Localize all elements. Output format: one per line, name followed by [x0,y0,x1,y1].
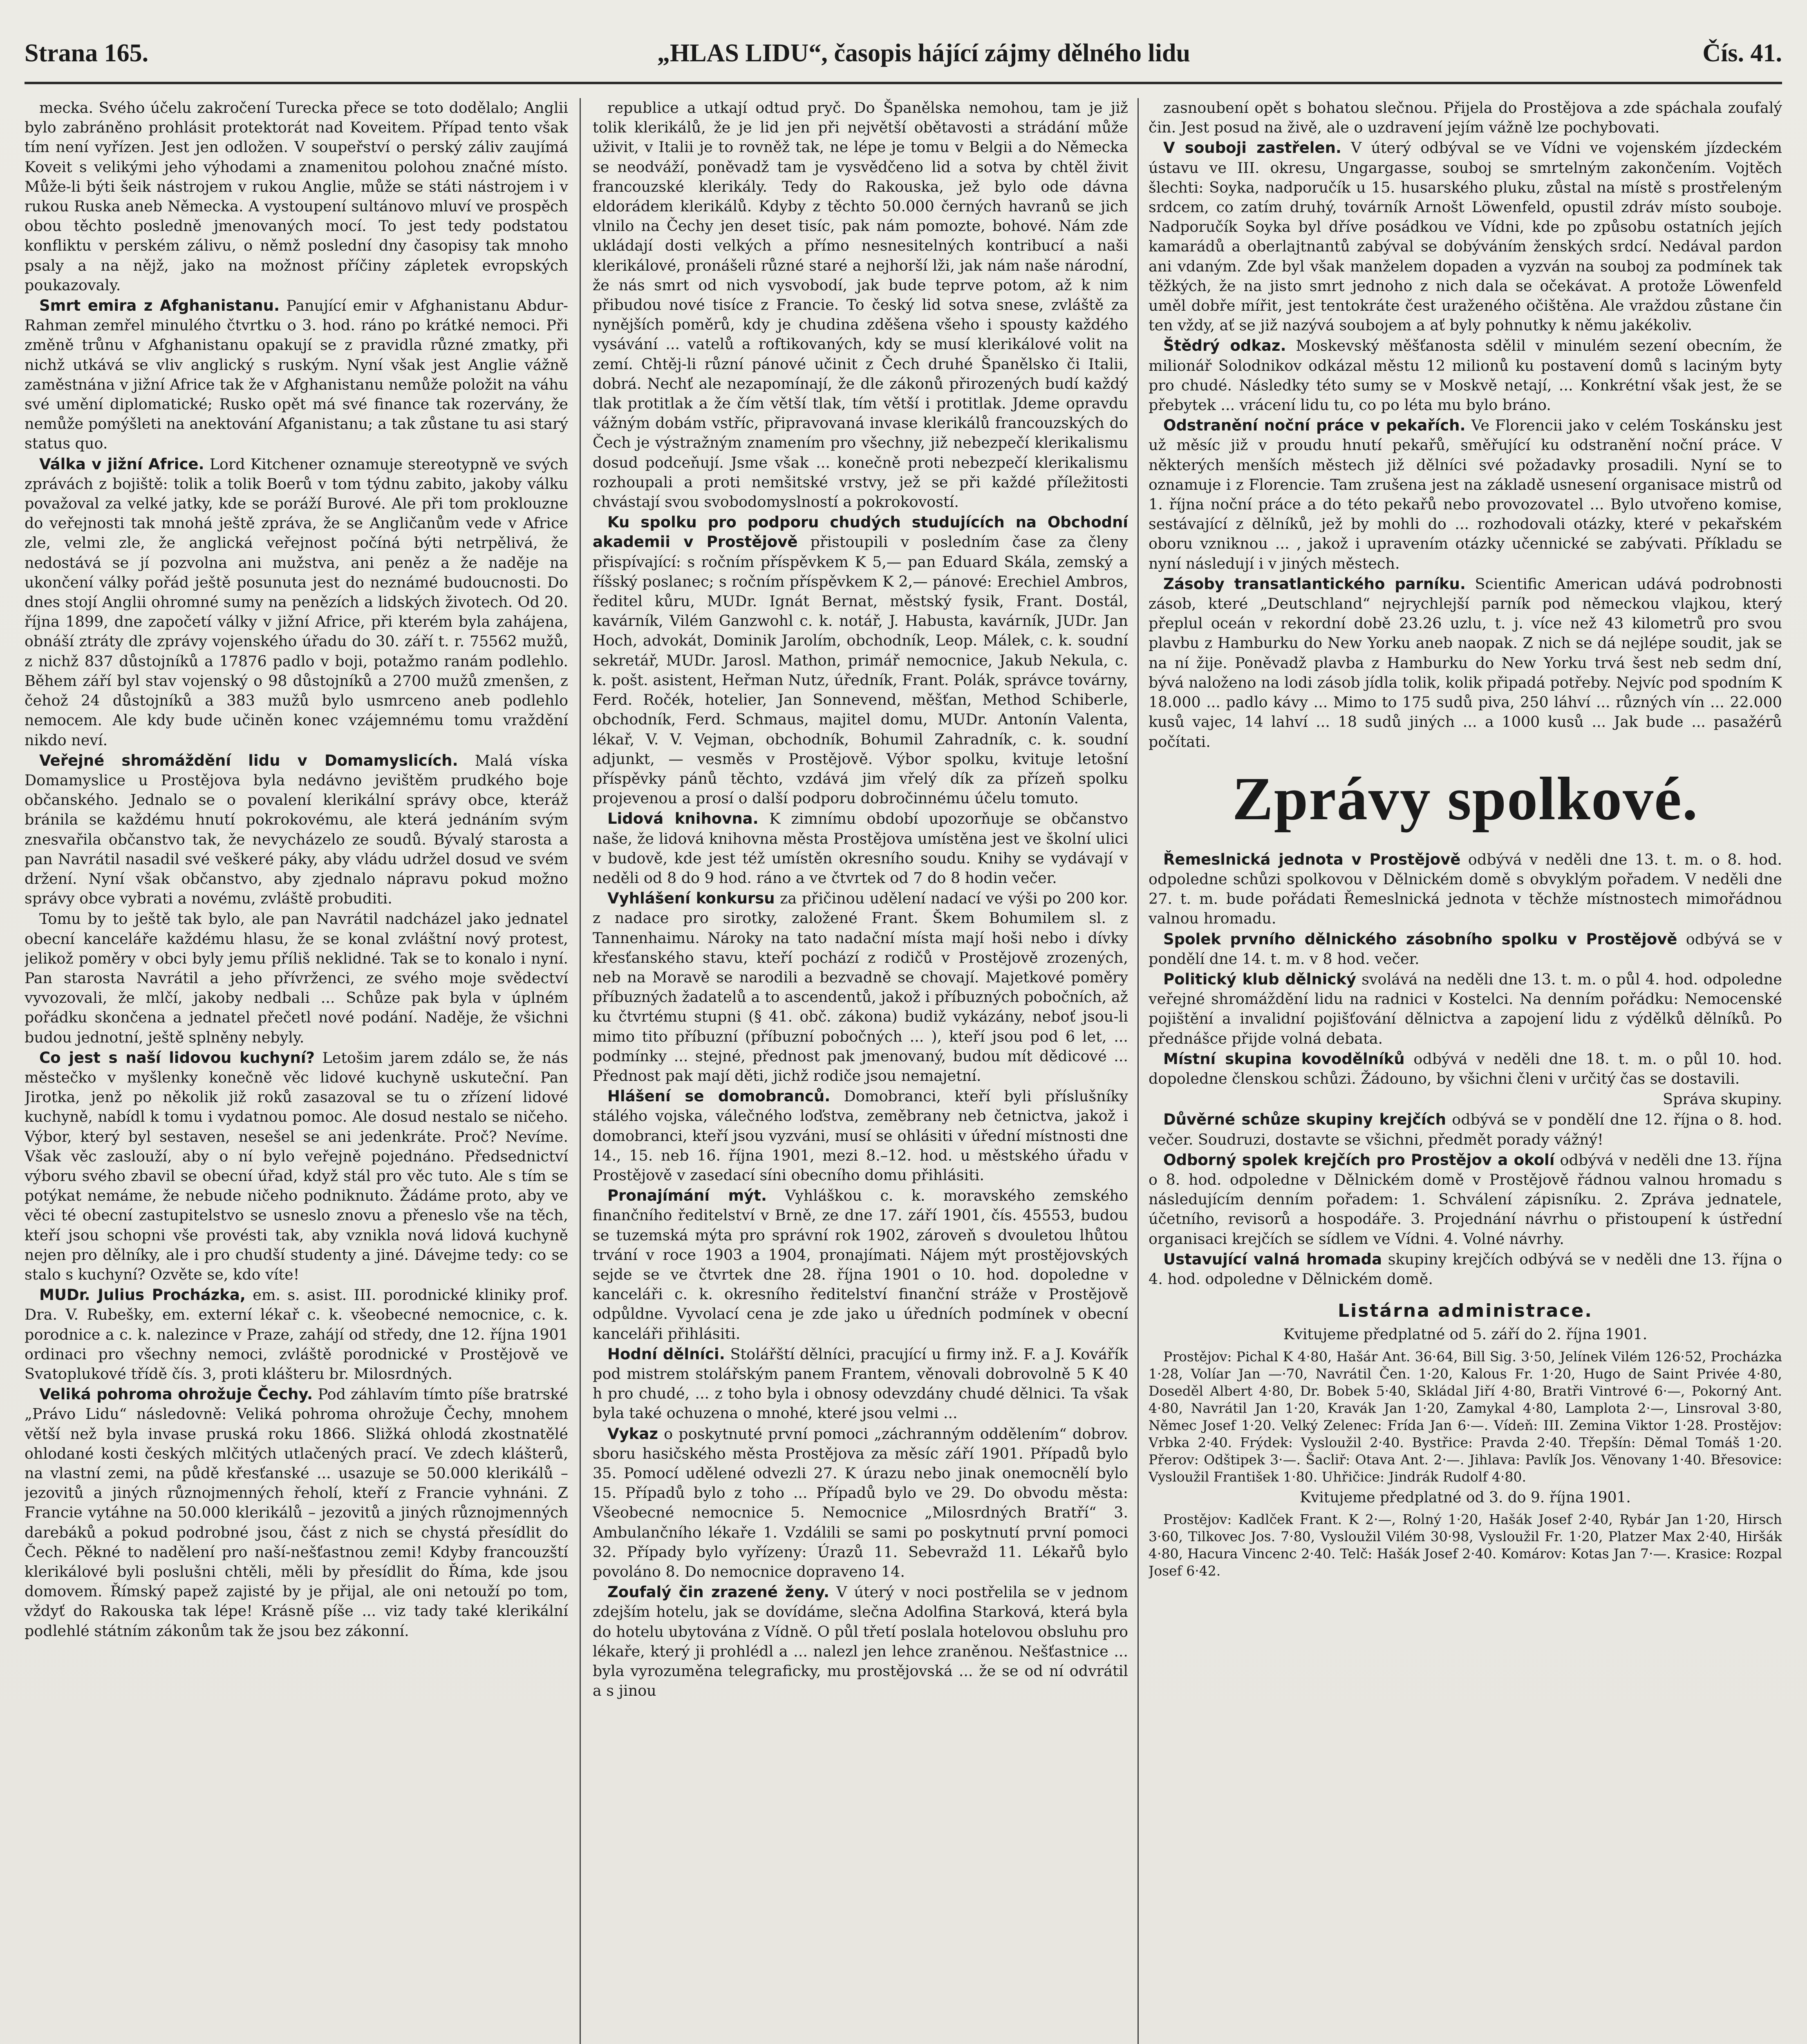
article-text: Malá víska Domamyslice u Prostějova byla nedávno jevištěm prudkého boje občanského. Jednalo se o povalení klerikální správy obce, kteráž bránila se každému hnutí pokrokovému, ale která jednáním svým znesvařila občanstvo tak, že nevycházelo ze soudů. Bývalý starosta a pan Navrátil nasadil své veškeré páky, aby vládu udržel dosud ve svém držení. Nyní však občanstvo, aby zjednalo nápravu pokud možno správy obce vybrati a novému, zvláště probuditi. [25,751,568,908]
article-heading: Vykaz [607,1425,658,1443]
article-item [1149,574,1782,752]
notice-text: odbývá v neděli dne 18. t. m. o půl 10. hod. dopoledne členskou schůzi. Žádouno, by všichni členi v určitý čas se dostavili. [1149,1050,1782,1087]
article-text: o poskytnuté první pomoci „záchranným oddělením“ dobrov. sboru hasičského města Prostějova za měsíc září 1901. Případů bylo 35. Pomocí udělené odvezli 27. K úrazu nebo jinak onemocnělí bylo 15. Případů bylo z toho ... Případů bylo ve 29. Do obvodu města: Všeobecné nemocnice 5. Nemocnice „Milosrdných Bratří“ 3. Ambulančního lékaře 1. Vzdálili se sami po poskytnutí první pomoci 32. Případy bylo vyřízeny: Úrazů 11. Sebevražd 11. Lékařů bylo povoláno 8. Do nemocnice dopraveno 14. [593,1425,1128,1581]
article-heading: Lidová knihovna. [607,810,759,828]
article-heading: Odstranění noční práce v pekařích. [1163,417,1466,435]
column-left [25,98,568,2044]
article-text: Pod záhlavím tímto píše bratrské „Právo Lidu“ následovně: Veliká pohroma ohrožuje Čechy, mnohem větší než byla invase pruská roku 1866. Sližká ohlodá zkostnatělé ohlodané kosti českých mlčitých utlačených prací. Ve zdech klášterů, na vlastní zemi, na půdě křesťanské ... usazuje se 50.000 klerikálů – jezovitů a jiných různojmenných řeholí, kteří z Francie vyhnáni. Z Francie vytáhne na 50.000 klerikálů – jezovitů a jiných různojmenných darebáků a pokud podrobné jsou, část z nich se chystá přesídlit do Čech. Pěkné to nadělení pro naší-nešťastnou zemi! Kdyby francouzští klerikálové byli poslušni chtěli, měli by přesídlit do Říma, kde jsou domovem. Římský papež zajisté by je přijal, ale oni netouží po tom, vždyť do Rakouska tak lépe! Krásně píše ... viz tady také klerikální podlehlé státním zákonům tak že jsou bez zákonní. [25,1385,568,1640]
article-item [593,889,1128,1086]
notice-heading: Spolek prvního dělnického zásobního spolku v Prostějově [1163,930,1677,948]
notice-heading: Odborný spolek krejčích pro Prostějov a okolí [1163,1151,1555,1169]
administration-period: Kvitujeme předplatné od 3. do 9. října 1901. [1300,1489,1631,1506]
article-heading: Pronajímání mýt. [607,1187,767,1205]
notice-item [1149,850,1782,929]
page-header [25,29,1782,84]
article-paragraph: Tomu by to ještě tak bylo, ale pan Navrátil nadcházel jako jednatel obecní kanceláře každému hlasu, že se konal zvláštní nový protest, jelikož poměry v obci byly jemu příliš neklidné. Tak se to konalo i nyní. Pan starosta Navrátil a jeho přívrženci, ze svého moje svědectví vyvozovali, že mlčí, jakoby nedbali ... Schůze pak byla v úplném pořádku skončena a jednatel přečetl nové podání. Naděje, že všichni budou jednotní, ještě splněny nebyly. [25,910,568,1046]
notice-heading: Politický klub dělnický [1163,970,1357,988]
article-heading: MUDr. Julius Procházka, [39,1286,246,1304]
notice-text: svolává na neděli dne 13. t. m. o půl 4. hod. odpoledne veřejné shromáždění lidu na radnici v Kostelci. Na denním pořádku: Nemocenské pojištění a invalidní pojišťování dělnictva a zapojení lidu z výdělků dělníků. Po přednášce přijde volná debata. [1149,970,1782,1047]
article-paragraph: republice a utkají odtud pryč. Do Španělska nemohou, tam je již tolik klerikálů, že je lid jen při největší obětavosti a strádání může uživit, v Italii je to rovněž tak, ne lépe je tomu v Belgii a do Německa se neodváží, poněvadž tam je vysvědčeno lid a sotva by chtěl živit francouzské klerikály. Tedy do Rakouska, jež bylo ode dávna eldorádem klerikálů. Kdyby z těchto 50.000 černých havranů se jich vlnilo na Čechy jen deset tisíc, pak nám pomozte, bohové. Nám zde ukládají dosti velkých a přímo nesnesitelných kontribucí a naši klerikálové, pronášeli různé staré a nejhorší lži, jak nám naše národní, že nás smrt od nich vysvobodí, jak bude teprve potom, až k nim přibudou nové tisíce z Francie. To český lid sotva snese, zvláště za nynějších poměrů, kdy je chudina zděšena všeho i spousty každého vysávání ... vatelů a roftikovaných, kdy se musí klerikálové volit na zemí. Chtěj-li různí pánové učinit z Čech druhé Španělsko či Italii, dobrá. Nechť ale nezapomínají, že dle zákonů přirozených budí každý tlak protitlak a že čím větší tlak, tím větší i protitlak. Jdeme opravdu vážným dobám vstříc, připravovaná invase klerikálů francouzských do Čech je výstražným znamením pro všechny, již nebezpečí klerikalismu dosud podceňují. Jsme však ... konečně proti nebezpečí klerikalismu rozhoupali a proti nemšitské vrstvy, jež se při každé příležitosti chvástají svou svobodomyslností a pokrokovostí. [593,99,1128,511]
article-item [25,751,568,909]
article-heading: Co jest s naší lidovou kuchyní? [39,1049,315,1067]
article-item [1149,416,1782,574]
article-heading: Zoufalý čin zrazené ženy. [607,1583,830,1601]
article-text: Stolářští dělníci, pracující u firmy inž. F. a J. Kovářík pod mistrem stolářským panem Frantem, věnovali dobrovolně 5 K 40 h pro chudé, ... z toho byla i obnosy odevzdány chudé dělnici. Ta však byla také ochuzena o mnohé, které jsou velmi ... [593,1345,1128,1422]
column-right [1149,98,1782,2044]
article-text: K zimnímu období upozorňuje se občanstvo naše, že lidová knihovna města Prostějova umístěna jest ve školní ulici v budově, kde jest též umístěn okresního soudu. Knihy se vydávají v neděli od 8 do 9 hod. ráno a ve čtvrtek od 7 do 8 hodin večer. [593,810,1128,887]
notice-heading: Důvěrné schůze skupiny krejčích [1163,1111,1446,1129]
article-item [593,1087,1128,1185]
notice-item [1149,1049,1782,1089]
notice-text: odbývá v neděli dne 13. t. m. o 8. hod. odpoledne schůzi spolkovou v Dělnickém domě s obvyklým pořadem. V neděli dne 27. t. m. bude pořádati Řemeslnická jednota v těchže místnostech mimořádnou valnou hromadu. [1149,850,1782,928]
article-item [593,1582,1128,1701]
article-item [25,1385,568,1641]
article-paragraph: zasnoubení opět s bohatou slečnou. Přijela do Prostějova a zde spáchala zoufalý čin. Jest posud na živě, ale o uzdravení jejím vážně lze pochybovati. [1149,99,1782,137]
administration-period: Kvitujeme předplatné od 5. září do 2. října 1901. [1283,1326,1648,1343]
article-item [25,1285,568,1384]
article-item [593,1345,1128,1423]
article-item [25,1048,568,1284]
article-text: em. s. asist. III. porodnické kliniky prof. Dra. V. Rubešky, em. externí lékař c. k. všeobecné nemocnice, c. k. porodnice a c. k. nalezince v Praze, zahájí od středy, dne 12. října 1901 ordinaci pro všechny nemoci, zvláště porodnické v Prostějově ve Svatoplukové třídě čís. 3, proti klášteru br. Milosrdných. [25,1286,568,1383]
article-heading: Štědrý odkaz. [1163,337,1286,355]
article-text: Ve Florencii jako v celém Toskánsku jest už měsíc již v proudu hnutí pekařů, směřující ku odstranění noční práce. V některých menších městech již dělníci své požadavky prosadili. Nyní se to oznamuje i z Florencie. Tam zrušena jest na základě usnesení organisace mistrů od 1. října noční práce a do této pekařů nebo provozovatel ... Bylo utvořeno komise, sestávající z dělníků, jež by mohli do ... rozhodovali otázky, které v pekařském oboru vzniknou ... , jakož i upravením otázky učennické se zabývati. Příkladu se nyní následují i v jiných městech. [1149,417,1782,572]
section-title: Zprávy spolkové. [1232,764,1699,833]
notice-heading: Místní skupina kovodělníků [1163,1050,1405,1068]
issue-number: Čís. 41. [1702,39,1782,67]
article-heading: Veliká pohroma ohrožuje Čechy. [39,1385,313,1403]
notice-text: odbývá v neděli dne 13. října o 8. hod. odpoledne v Dělnickém domě v Prostějově řádnou valnou hromadu s následujícím denním pořadem: 1. Schválení zápisníku. 2. Zpráva jednatele, účetního, revisorů a hospodáře. 3. Projednání návrhu o přistoupení k ústřední organisaci krejčích se sídlem ve Vídni. 4. Volné návrhy. [1149,1151,1782,1248]
article-item [25,455,568,750]
column-middle [593,98,1128,2044]
article-text: Scientific American udává podrobnosti zásob, které „Deutschland“ nejrychlejší parník pod německou vlajkou, který přeplul oceán v rekordní době 23.26 uzlu, t. j. více než 43 kilometrů pro svou plavbu z Hamburku do New Yorku aneb naopak. Z nich se dá nejlépe soudit, jak se na ní žije. Poněvadž plavba z Hamburku do New Yorku trvá šest neb sedm dní, bývá naloženo na lodi zásob jídla tolik, kolik připadá potřeby. Nejvíc pod spodním K 18.000 ... padlo kávy ... Mimo to 175 sudů piva, 250 láhví ... různých vín ... 22.000 kusů vajec, 14 lahví ... 18 sudů jiných ... a 1000 kusů ... Jak bude ... pasažérů počítati. [1149,575,1782,751]
article-text: V úterý v noci postřelila se v jednom zdejším hotelu, jak se dovídáme, slečna Adolfina Starková, která byla do hotelu ubytována z Vídně. O půl třetí poslala hotelovou obsluhu pro lékaře, který ji prohlédl a ... nalezl jen lehce zraněnou. Nešťastnice ... byla vyrozuměna telegraficky, mu prostějovská ... že se od ní odvrátil a s jinou [593,1583,1128,1700]
article-text: Lord Kitchener oznamuje stereotypně ve svých zprávách z bojiště: tolik a tolik Boerů v tom týdnu zabito, jakoby válku považoval za velké jatky, kde se poráží Burové. Ale při tom proklouzne do veřejnosti tak mnohá ještě zpráva, že se Angličanům vede v Africe zle, velmi zle, že anglická veřejnost počíná býti netrpělivá, že nedostává se jí pozvolna ani mužstva, ani peněz a že naděje na ukončení války pořád ještě posunuta jest do neznámé budoucnosti. Do dnes stojí Anglii ohromné sumy na penězích a lidských životech. Od 20. října 1899, dne započetí války v jižní Africe, při kterém byla zahájena, obnáší ztráty dle zprávy vojenského úřadu do 30. září t. r. 75562 mužů, z nichž 837 důstojníků a 17876 padlo v boji, potažmo ranám podlehlo. Během září byl stav vojenský o 98 důstojníků a 2700 mužů zmenšen, z čehož 24 důstojníků a 383 mužů bylo usmrceno aneb podlehlo nemocem. Ale kdy bude učiněn konec vzájemnému tomu vraždění nikdo neví. [25,455,568,749]
notice-heading: Řemeslnická jednota v Prostějově [1163,850,1461,868]
article-item [1149,138,1782,335]
page-number: Strana 165. [25,39,149,67]
article-text: V úterý odbýval se ve Vídni ve vojenském jízdeckém ústavu ve III. okresu, Ungargasse, souboj se smrtelným zakončením. Vojtěch šlechti: Soyka, nadporučík u 15. husarského pluku, zůstal na místě s prostřeleným srdcem, co zatím druhý, továrník Arnošt Löwenfeld, opustil zdráv místo souboje. Nadporučík Soyka byl dříve posádkou ve Vídni, kde po způsobu ostatních jejích kamarádů a oberlajtnantů zabýval se dobýváním ženských srdcí. Nedával pardon ani vdaným. Zde byl však manželem dopaden a vyzván na souboj za podmínek tak těžkých, že na jisto smrt jednoho z nich dala se očekávat. A protože Löwenfeld uměl dobře mířit, jest tentokráte čest uraženého očištěna. Ale vraždou zůstane čin ten vždy, ať se již nazývá soubojem a ať byly pohnutky k němu jakékoliv. [1149,139,1782,334]
article-item [593,1424,1128,1582]
notice-item [1149,970,1782,1049]
notice-item [1149,930,1782,969]
article-heading: Hodní dělníci. [607,1345,725,1363]
column-divider [580,98,581,2044]
article-item [593,513,1128,808]
article-text: Panující emir v Afghanistanu Abdur-Rahman zemřel minulého čtvrtku o 3. hod. ráno po krátké nemoci. Při změně trůnu v Afghanistanu opakují se z pravidla různé zmatky, při nichž utkává se vliv anglický s ruským. Nyní však jest Anglie vážně zaměstnána v jižní Africe tak že v Afghanistanu nemůže položit na váhu své umění diplomatické; Rusko opět má své finance tak rozervány, že nemůže pomýšleti na anektování Afganistanu; a tak zůstane tu asi starý status quo. [25,297,568,453]
notice-signature: Správa skupiny. [1663,1090,1782,1108]
administration-entries: Prostějov: Kadlček Frant. K 2·—, Rolný 1·20, Hašák Josef 2·40, Rybár Jan 1·20, Hirsch 3·60, Tilkovec Jos. 7·80, Vysloužil Vilém 30·98, Vysloužil Fr. 1·20, Platzer Max 2·40, Hiršák 4·80, Hacura Vincenc 2·40. Telč: Hašák Josef 2·40. Komárov: Kotas Jan 7·—. Krasice: Rozpal Josef 6·42. [1149,1511,1782,1579]
article-text: přistoupili v posledním čase za členy přispívající: s ročním příspěvkem K 5,— pan Eduard Skála, zemský a říšský poslanec; s ročním příspěvkem K 2,— pánové: Erechiel Ambros, ředitel kůru, MUDr. Ignát Bernat, městský fysik, Frant. Dostál, kavárník, Vilém Ganzwohl c. k. notář, J. Habusta, kavárník, JUDr. Jan Hoch, advokát, Dominik Jarolím, obchodník, Leop. Málek, c. k. soudní sekretář, MUDr. Jarosl. Mathon, primář nemocnice, Jakub Nekula, c. k. pošt. asistent, Heřman Nutz, úředník, Frant. Polák, správce továrny, Ferd. Ročék, hotelier, Jan Sonnevend, měšťan, Method Schiberle, obchodník, Ferd. Schmaus, majitel domu, MUDr. Antonín Valenta, lékař, V. V. Vejman, obchodník, Bohumil Zahradník, c. k. soudní adjunkt, — vesměs v Prostějově. Výbor spolku, kvituje letošní příspěvky pánů těchto, vzdává jim vřelý dík za přízeň spolku projevenou a prosí o další podporu dobročinnému účelu tomuto. [593,533,1128,807]
administration-listing [1149,1301,1782,1580]
notice-text: odbývá se v pondělí dne 12. října o 8. hod. večer. Soudruzi, dostavte se všichni, předmět porady vážný! [1149,1111,1782,1148]
article-heading: Zásoby transatlantického parníku. [1163,575,1466,593]
article-heading: Ku spolku pro podporu chudých studujících na Obchodní akademii v Prostějově [593,513,1128,551]
column-divider [1137,98,1139,2044]
notice-heading: Ustavující valná hromada [1163,1250,1382,1268]
article-text: Domobranci, kteří byli příslušníky stálého vojska, válečného loďstva, zeměbrany neb četnictva, jakož i domobranci, kteří jsou vyzváni, musí se ohlásiti v úřední místnosti dne 14., 15. neb 16. října 1901, mezi 8.–12. hod. u městského úřadu v Prostějově v zasedací síni obecního domu přihlásiti. [593,1087,1128,1184]
article-item [1149,336,1782,415]
newspaper-title: „HLAS LIDU“, časopis hájící zájmy dělného lidu [657,39,1190,67]
article-heading: Válka v jižní Africe. [39,455,204,473]
article-item [25,296,568,454]
article-text: Letošim jarem zdálo se, že nás městečko v myšlenky konečně věc lidové kuchyně uskuteční. Pan Jirotka, jenž po několik již roků zasazoval se tu o zřízení lidové kuchyně, nabídl k tomu i vydatnou pomoc. Ale dosud nestalo se ničeho. Výbor, který byl sestaven, nesešel se ani jedenkráte. Proč? Nevíme. Však věc zaslouží, aby o ní bylo veřejně pojednáno. Předsednictví výboru svého zbavil se obecní úřad, když stál pro věc tuto. Ale s tím se potýkat nemáme, že nebude ničeho podniknuto. Žádáme proto, aby ve věci té obecní zastupitelstvo se usneslo znovu a přeneslo vše na těch, kteří jsou schopni vše provésti tak, aby vznikla nová lidová kuchyně nejen pro dělníky, ale i pro chudší studenty a jiné. Dávejme tedy: co se stalo s kuchyní? Ozvěte se, kdo víte! [25,1049,568,1283]
article-paragraph: mecka. Svého účelu zakročení Turecka přece se toto dodělalo; Anglii bylo zabráněno prohlásit protektorát nad Koveitem. Případ tento však tím není vyřízen. Jest jen odložen. V soupeřství o perský záliv zaujímá Koveit s velikými jeho výhodami a znamenitou polohou značné místo. Může-li býti šeik nástrojem v rukou Anglie, může se státi nástrojem i v rukou Ruska aneb Německa. A vystoupení sultánovo mluví ve prospěch obou těchto posledně jmenovaných mocí. To jest tedy podstatou konfliktu v perském zálivu, o němž poslední dny časopisy tak mnoho psaly a na nějž, jako na možnost příčiny zápletek evropských poukazovaly. [25,99,568,294]
article-item [593,809,1128,888]
administration-entries: Prostějov: Pichal K 4·80, Hašár Ant. 36·64, Bill Sig. 3·50, Jelínek Vilém 126·52, Procházka 1·28, Volíar Jan —·70, Navrátil Čen. 1·20, Kalous Fr. 1·20, Hugo de Saint Privée 4·80, Doseděl Albert 4·80, Dr. Bobek 5·40, Skládal Jiří 4·80, Bratři Vintrové 6·—, Pokorný Ant. 4·80, Navrátil Jan 1·20, Kravák Jan 1·20, Zamykal 4·80, Lamplota 2·—, Linsroval 3·80, Němec Josef 1·20. Velký Zelenec: Frída Jan 6·—. Vídeň: III. Zemina Viktor 1·28. Prostějov: Vrbka 2·40. Frýdek: Vysloužil 2·40. Bystřice: Pravda 2·40. Třepšín: Děmal Tomáš 1·20. Přerov: Odštipek 3·—. Šacliř: Otava Ant. 2·—. Jihlava: Pavlík Jos. Věnovany 1·40. Břesovice: Vysloužil František 1·80. Uhřičice: Jindrák Rudolf 4·80. [1149,1348,1782,1485]
article-heading: Veřejné shromáždění lidu v Domamyslicích. [39,751,458,769]
article-text: Vyhláškou c. k. moravského zemského finančního ředitelství v Brně, ze dne 17. září 1901, čís. 45553, budou se tuzemská mýta pro správní rok 1902, zároveň s dvouletou lhůtou trvání v roce 1903 a 1904, pronajímati. Nájem mýt prostějovských sejde se ve čtvrtek dne 28. října 1901 o 10. hod. dopoledne v kanceláři c. k. okresního ředitelství finanční stráže v Prostějově odpůldne. Vyvolací cena je zde jako u úředních podmínek v obecní kanceláři přihlásiti. [593,1187,1128,1342]
article-heading: Hlášení se domobranců. [607,1087,831,1105]
notice-item [1149,1250,1782,1289]
notice-text: odbývá se v pondělí dne 14. t. m. v 8 hod. večer. [1149,930,1782,968]
article-heading: Vyhlášení konkursu [607,890,775,908]
notice-item [1149,1110,1782,1149]
article-item [593,1186,1128,1344]
article-text: za přičinou udělení nadací ve výši po 200 kor. z nadace pro sirotky, založené Frant. Škem Bohumilem sl. z Tannenhaimu. Nároky na tato nadační místa mají hoši nebo i dívky křesťanského stavu, kteří pochází z rodičů v Prostějově zrozených, neb na Moravě se narodili a bezvadně se chovají. Majetkové poměry příbuzných žadatelů a to ascendentů, jakož i příbuzných pobočních, až ku čtvrtému stupni (§ 41. obč. zákona) budiž vykázány, neboť jsou-li mimo tito příbuzní (příbuzní pobočných ... ), kteří jsou pod 6 let, ... podmínky ... stejné, přednost pak jmenovaný, budou mít dědicové ... Přednost pak mají děti, jichž rodiče jsou nemajetní. [593,890,1128,1085]
notice-text: skupiny krejčích odbývá se v neděli dne 13. října o 4. hod. odpoledne v Dělnickém domě. [1149,1250,1782,1288]
administration-title: Listárna administrace. [1338,1300,1593,1322]
notice-item [1149,1150,1782,1249]
article-text: Moskevský měšťanosta sdělil v minulém sezení obecním, že milionář Solodnikov odkázal městu 12 milionů ku postavení domů s laciným byty pro chudé. Následky této sumy se v Moskvě netají, ... Konkrétní však jest, že se přebytek ... vrácení lidu tu, co po léta mu bylo bráno. [1149,337,1782,414]
article-heading: V souboji zastřelen. [1163,139,1341,157]
article-heading: Smrt emira z Afghanistanu. [39,297,280,315]
